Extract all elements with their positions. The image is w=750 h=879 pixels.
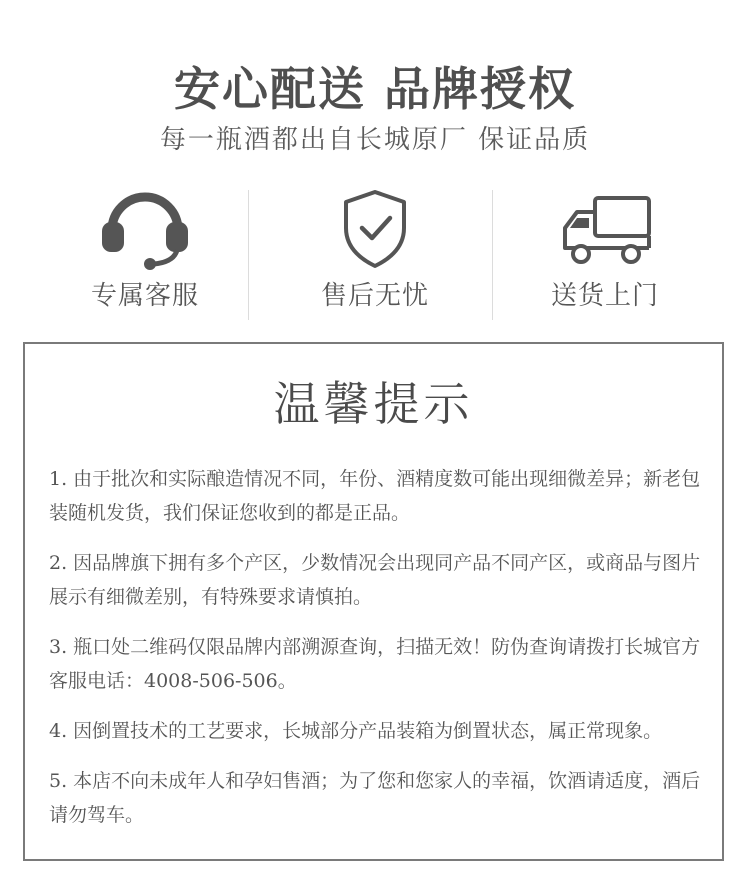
feature-delivery — [490, 186, 720, 320]
feature-after-sales — [260, 186, 490, 320]
feature-customer-service — [30, 186, 260, 320]
delivery-truck-icon — [555, 186, 655, 272]
notice-item: 5. 本店不向未成年人和孕妇售酒；为了您和您家人的幸福，饮酒请适度，酒后请勿驾车。 — [49, 770, 701, 826]
notice-item: 1. 由于批次和实际酿造情况不同，年份、酒精度数可能出现细微差异；新老包装随机发货，我们保证您收到的都是正品。 — [49, 468, 701, 524]
subline: 每一瓶酒都出自长城原厂 保证品质 — [159, 125, 591, 155]
notice-box — [23, 342, 724, 861]
headline: 安心配送 品牌授权 — [173, 62, 576, 116]
notice-item: 2. 因品牌旗下拥有多个产区，少数情况会出现同产品不同产区，或商品与图片展示有细微差别，有特殊要求请慎拍。 — [49, 552, 701, 608]
notice-title: 温馨提示 — [273, 377, 474, 431]
notice-item: 4. 因倒置技术的工艺要求，长城部分产品装箱为倒置状态，属正常现象。 — [49, 720, 663, 742]
feature-label: 送货上门 — [550, 281, 659, 311]
feature-row — [30, 186, 720, 320]
divider — [248, 190, 249, 320]
headset-icon — [100, 186, 190, 272]
feature-label: 专属客服 — [90, 281, 199, 311]
notice-item: 3. 瓶口处二维码仅限品牌内部溯源查询，扫描无效！防伪查询请拨打长城官方客服电话：4008-506-506。 — [49, 636, 701, 692]
shield-check-icon — [330, 186, 420, 272]
feature-label: 售后无忧 — [320, 281, 429, 311]
notice-list — [49, 462, 709, 848]
